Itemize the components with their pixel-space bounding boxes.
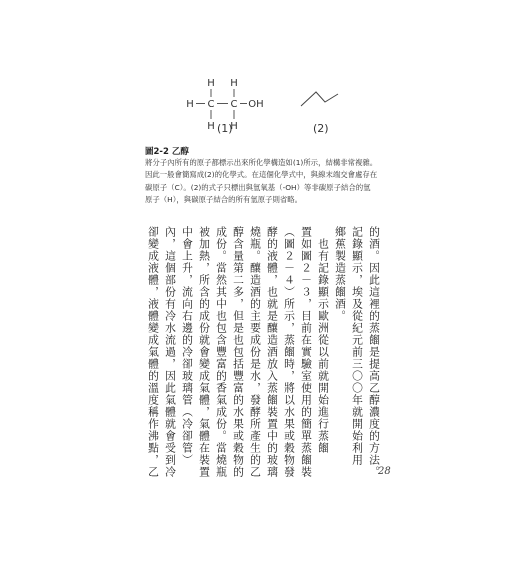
body-column: 置如圖２－３，目前在實驗室使用的簡單蒸餾裝 bbox=[300, 226, 313, 478]
body-column: 也有記錄顯示歐洲從以前就開始進行蒸餾 bbox=[317, 226, 330, 454]
atom-h-left: H bbox=[186, 99, 194, 110]
caption-line: 因此一般會簡寫成(2)的化學式。在這個化學式中，與線末端交會處存在 bbox=[145, 170, 378, 180]
body-column: 卻變成液體，液體變成氣體的溫度稱作沸點，乙 bbox=[147, 226, 160, 478]
atom-c-1: C bbox=[207, 99, 215, 110]
body-column: 酵的液體，也就是釀造酒放入蒸餾裝置中的玻璃 bbox=[266, 226, 279, 478]
atom-oh: OH bbox=[248, 99, 264, 110]
body-column: 鄉蕉製造蒸餾酒。 bbox=[334, 226, 347, 322]
ethanol-structural-formula bbox=[184, 76, 284, 134]
atom-h-top-right: H bbox=[230, 78, 238, 89]
ethanol-skeletal-formula bbox=[298, 84, 340, 110]
body-column: 內，這個部份有冷水流過，因此氣體就會受到冷 bbox=[164, 226, 177, 478]
atom-h-top-left: H bbox=[207, 78, 215, 89]
body-column: 被加熱，所含的成份就會變成氣體，氣體在裝置 bbox=[198, 226, 211, 478]
atom-c-2: C bbox=[230, 99, 238, 110]
page-number: 28 bbox=[378, 466, 391, 477]
skeletal-bonds bbox=[301, 92, 338, 106]
caption-line: 原子（H），與碳原子結合的所有氫原子則省略。 bbox=[145, 195, 303, 205]
body-column: 成份。當然其中也包含豐富的香氣成份。當燒瓶 bbox=[215, 226, 228, 478]
figure-caption-body bbox=[145, 157, 395, 207]
body-column: 記錄顯示，埃及從紀元前三〇〇年就開始利用 bbox=[351, 226, 364, 466]
figure-label-2: (2) bbox=[313, 122, 329, 135]
caption-line: 碳原子（C）。(2)的式子只標出與氫氧基（-OH）等非碳原子結合的氫 bbox=[145, 182, 371, 192]
atom-h-bottom-right: H bbox=[230, 121, 238, 132]
body-column: 燒瓶。釀造酒的主要成份是水，發酵所產生的乙 bbox=[249, 226, 262, 478]
body-column: （圖２－４）所示，蒸餾時，將以水果或穀物發 bbox=[283, 226, 296, 478]
caption-line: 將分子內所有的原子都標示出來所化學構造如(1)所示，結構非常複雜。 bbox=[145, 158, 378, 167]
figure-label-1: (1) bbox=[217, 122, 233, 135]
body-column: 醇含量第二多，但是也包括豐富的水果或穀物的 bbox=[232, 226, 245, 478]
body-column: 中會上升，流向右邊的冷卻玻璃管（冷卻管） bbox=[181, 226, 194, 466]
body-column: 的酒。因此這裡的蒸餾是提高乙醇濃度的方法。 bbox=[368, 226, 381, 478]
body-text bbox=[145, 226, 383, 561]
atom-h-bottom-left: H bbox=[207, 121, 215, 132]
figure-caption-title: 圖2-2 乙醇 bbox=[145, 147, 189, 157]
